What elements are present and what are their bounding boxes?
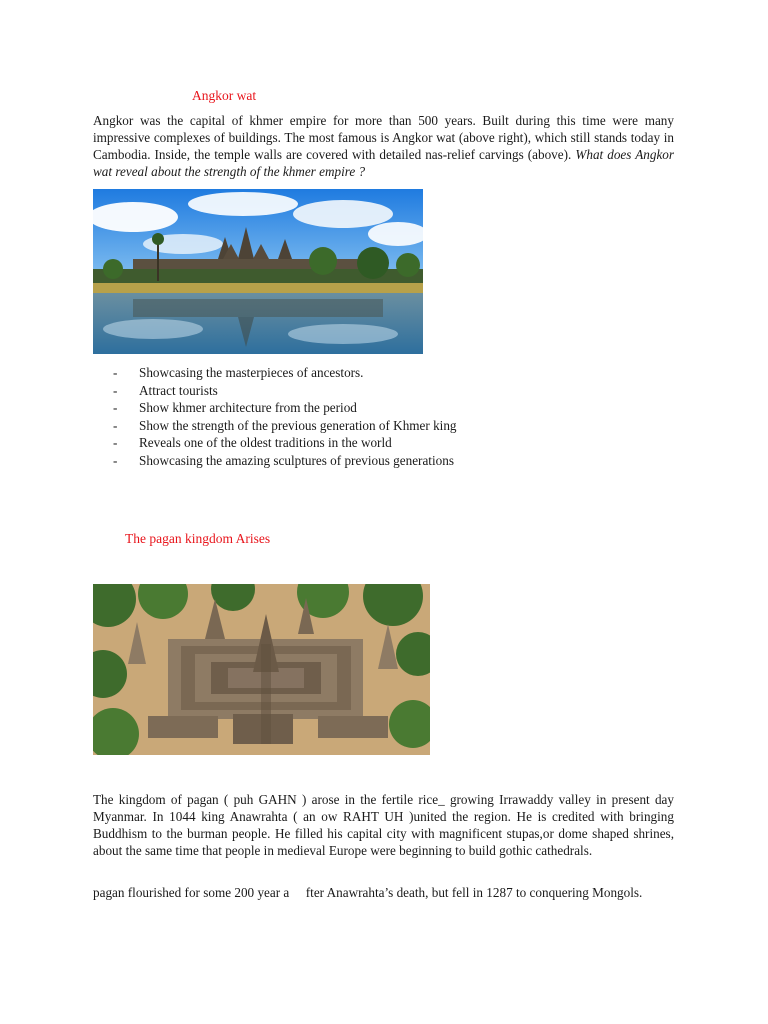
bullet-dash: -	[113, 365, 118, 380]
angkor-wat-photo	[93, 189, 423, 354]
bullet-text: Attract tourists	[139, 382, 218, 398]
bullet-text: Reveals one of the oldest traditions in the world	[139, 435, 392, 450]
bullet-dash: -	[113, 400, 118, 415]
angkor-wat-heading: Angkor wat	[192, 88, 257, 103]
bullet-dash: -	[113, 382, 118, 398]
bullet-text: Showcasing the amazing sculptures of previous generations	[139, 452, 454, 468]
angkor-paragraph	[93, 112, 674, 180]
list-item	[113, 417, 457, 435]
angkor-paragraph-text: Angkor was the capital of khmer empire for more than 500 years. Built during this time were many impressive complexes of buildings. The most famous is Angkor wat (above right), which still stands today in Cambodia. Inside, the temple walls are covered with detailed nas-relief carvings (above).	[93, 113, 674, 162]
bullet-dash: -	[113, 417, 118, 433]
list-item	[113, 399, 457, 417]
list-item	[113, 434, 457, 452]
bullet-dash: -	[113, 452, 118, 468]
bullet-dash: -	[113, 435, 118, 450]
list-item	[113, 364, 457, 382]
bullet-list	[113, 364, 457, 469]
bullet-text: Show the strength of the previous generation of Khmer king	[139, 417, 457, 433]
pagan-paragraph-1: The kingdom of pagan ( puh GAHN ) arose in the fertile rice_ growing Irrawaddy valley in present day Myanmar. In 1044 king Anawrahta ( an ow RAHT UH )united the region. He is credited with bringing Buddhism to the burman people. He filled his capital city with magnificent stupas,or dome shaped shrines, about the same time that people in medieval Europe were beginning to build gothic cathedrals.	[93, 792, 674, 858]
angkor-question: What does Angkor wat reveal about the strength of the khmer empire ?	[93, 147, 675, 179]
pagan-paragraph-2: pagan flourished for some 200 year a fter Anawrahta’s death, but fell in 1287 to conquering Mongols.	[93, 885, 643, 900]
list-item	[113, 452, 457, 470]
bullet-text: Show khmer architecture from the period	[139, 400, 357, 415]
bullet-text: Showcasing the masterpieces of ancestors.	[139, 365, 364, 380]
pagan-temple-photo	[93, 584, 430, 755]
pagan-kingdom-heading: The pagan kingdom Arises	[125, 531, 271, 546]
list-item	[113, 382, 457, 400]
